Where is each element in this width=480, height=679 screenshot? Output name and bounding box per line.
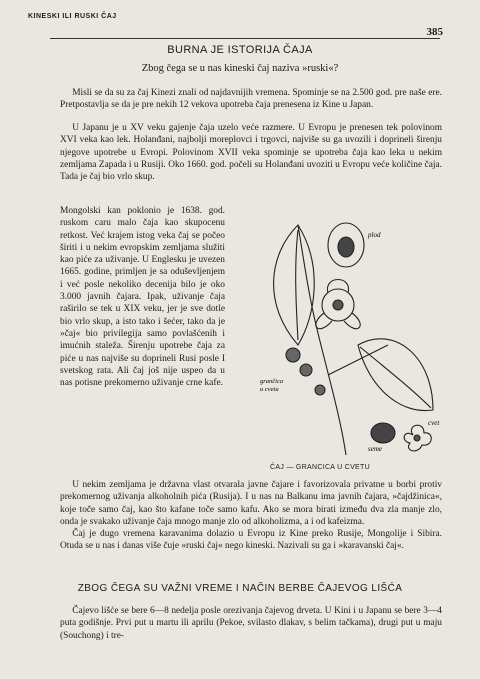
paragraph-2: U Japanu je u XV veku gajenje čaja uzelo veće razmere. U Evropu je prenesen tek polovinom XVI veka kao lek. Holanđani, najbolji moreplovci i trgovci, najviše su ga uvozili i doprineli širenju njegove upotrebe u Evropi. Polovinom XVII veka spominje se upotreba čaja kao leka u nekim zemljama Zapada i u Rusiji. Oko 1660. god. počeli su Holanđani uvoziti u Evropu veće količine čaja. Tada je čaj bio vrlo skup.	[60, 123, 442, 183]
figure-caption: ČAJ — GRANCICA U CVETU	[270, 464, 370, 471]
running-head: KINESKI ILI RUSKI ČAJ	[28, 13, 117, 20]
paragraph-5: Čaj je dugo vremena karavanima dolazio u Evropu iz Kine preko Rusije, Mongolije i Sibira. Otuda se u nas i danas više čuje »ruski čaj« nego kineski. Nazivali su ga i »karavanski čaj«.	[60, 529, 442, 552]
label-cvet: cvet	[428, 419, 440, 427]
label-grancica: grančica	[260, 378, 284, 385]
label-seme: seme	[368, 445, 382, 453]
paragraph-3: Mongolski kan poklonio je 1638. god. ruskom caru malo čaja kao skupocenu retkost. Već krajem istog veka čaj se počeo širiti i u nekim evropskim zemljama služiti kao piće za uživanje. U Englesku je uvezen 1665. godine, primljen je sa oduševljenjem i već posle nekoliko decenija bilo je oko 3.000 javnih čajara. Ipak, uživanje čaja raširilo se tek u XIX veku, jer je sve dotle bio vrlo skup, a isto tako i šećer, tako da je »čaj« bio privilegija samo povlašćenih i imućnih staleža. Širenju upotrebe čaja za piće u nas najviše su doprineli Rusi posle I svetskog rata. Ali čaj još nije uspeo da u nas potisne prekomerno uživanje crne kafe.	[60, 206, 225, 389]
label-plod: plod	[368, 231, 381, 239]
tea-branch-illustration	[228, 205, 448, 465]
paragraph-6: Čajevo lišće se bere 6—8 nedelja posle orezivanja čajevog drveta. U Kini i u Japanu se bere 3—4 puta godišnje. Prvi put u martu ili aprilu (Pekoe, svilasto dlakav, s belim tačkama), drugi put u maju (Souchong) i tre-	[60, 606, 442, 641]
tea-plant-drawing	[228, 205, 448, 465]
paragraph-1: Misli se da su za čaj Kinezi znali od najdavnijih vremena. Spominje se na 2.500 god. pre naše ere. Pretpostavlja se da je pre nekih 12 vekova upotreba čaja prenesena iz Kine u Japan.	[60, 88, 442, 111]
article-title: BURNA JE ISTORIJA ČAJA	[167, 44, 313, 56]
label-u-cvetu: u cvetu	[260, 386, 279, 393]
header-rule	[50, 38, 440, 39]
paragraph-4: U nekim zemljama je državna vlast otvarala javne čajare i favorizovala privatne u borbi protiv prekomernog uživanja alkoholnih pića (Rusija). I u nas na Balkanu ima javnih čajara, »čajdžinica«, koje toče samo čaj, kao što kafane toče samo kafu. Ako se mora birati između dva zla manje zlo, onda je svakako uživanje čaja mnogo manje zlo od alkoholizma, a i od kafeizma.	[60, 480, 442, 527]
section-2-title: ZBOG ČEGA SU VAŽNI VREME I NAČIN BERBE ČAJEVOG LIŠĆA	[77, 583, 403, 594]
article-subtitle: Zbog čega se u nas kineski čaj naziva »ruski«?	[141, 63, 339, 74]
page-number: 385	[426, 26, 443, 38]
